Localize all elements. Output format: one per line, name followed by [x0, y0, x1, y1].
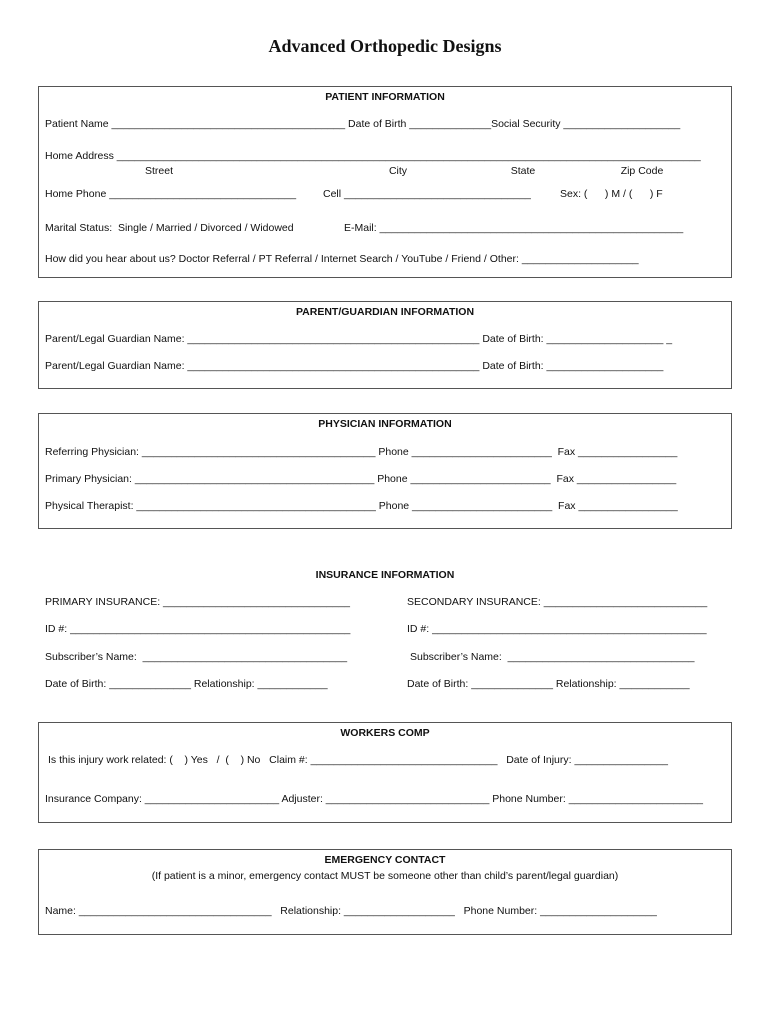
referring-physician-line[interactable]: Referring Physician: ________________________________________ Phone ________________________ Fax _________________ — [45, 446, 678, 458]
emergency-contact-section — [38, 849, 732, 935]
cell-line[interactable]: Cell ________________________________ — [323, 188, 531, 200]
home-address-line[interactable]: Home Address ____________________________________________________________________________________________________ — [45, 150, 701, 162]
home-phone-line[interactable]: Home Phone ________________________________ — [45, 188, 297, 200]
marital-status-line[interactable]: Marital Status: Single / Married / Divorced / Widowed — [45, 222, 294, 234]
street-label: Street — [144, 165, 173, 177]
patient-name-line[interactable]: Patient Name ________________________________________ Date of Birth ______________Social Security ____________________ — [45, 118, 681, 130]
insurance-company-line[interactable]: Insurance Company: _______________________ Adjuster: ____________________________ Phone Number: _______________________ — [45, 793, 703, 805]
secondary-insurance-line[interactable]: SECONDARY INSURANCE: ____________________________ — [407, 596, 708, 608]
sex-line[interactable]: Sex: ( ) M / ( ) F — [560, 188, 663, 200]
secondary-id-line[interactable]: ID #: _______________________________________________ — [407, 623, 707, 635]
zip-code-label: Zip Code — [620, 165, 664, 177]
physician-section-header: PHYSICIAN INFORMATION — [318, 418, 452, 430]
referral-source-line[interactable]: How did you hear about us? Doctor Referral / PT Referral / Internet Search / YouTube / Friend / Other: ____________________ — [45, 253, 639, 265]
emergency-contact-header: EMERGENCY CONTACT — [324, 854, 446, 866]
primary-id-line[interactable]: ID #: ________________________________________________ — [45, 623, 351, 635]
secondary-dob-relationship-line[interactable]: Date of Birth: ______________ Relationship: ____________ — [407, 678, 690, 690]
work-injury-line[interactable]: Is this injury work related: ( ) Yes / ( ) No Claim #: ________________________________ Date of Injury: ________________ — [48, 754, 668, 766]
insurance-information-section — [38, 560, 732, 700]
secondary-subscriber-line[interactable]: Subscriber’s Name: ________________________________ — [410, 651, 695, 663]
city-label: City — [388, 165, 408, 177]
form-title: Advanced Orthopedic Designs — [268, 36, 502, 56]
physician-information-section — [38, 413, 732, 529]
emergency-contact-line[interactable]: Name: _________________________________ Relationship: ___________________ Phone Number: ____________________ — [45, 905, 657, 917]
emergency-contact-note: (If patient is a minor, emergency contact MUST be someone other than child’s parent/legal guardian) — [151, 870, 619, 882]
primary-physician-line[interactable]: Primary Physician: _________________________________________ Phone ________________________ Fax _________________ — [45, 473, 677, 485]
primary-insurance-line[interactable]: PRIMARY INSURANCE: ________________________________ — [45, 596, 350, 608]
guardian-line-1[interactable]: Parent/Legal Guardian Name: __________________________________________________ Date of Birth: ____________________ _ — [45, 333, 673, 345]
guardian-section-header: PARENT/GUARDIAN INFORMATION — [295, 306, 475, 318]
guardian-information-section — [38, 301, 732, 389]
workers-comp-section — [38, 722, 732, 823]
primary-subscriber-line[interactable]: Subscriber’s Name: ___________________________________ — [45, 651, 348, 663]
insurance-section-header: INSURANCE INFORMATION — [315, 569, 455, 581]
primary-dob-relationship-line[interactable]: Date of Birth: ______________ Relationship: ____________ — [45, 678, 328, 690]
workers-comp-header: WORKERS COMP — [340, 727, 430, 739]
physical-therapist-line[interactable]: Physical Therapist: _________________________________________ Phone ________________________ Fax _________________ — [45, 500, 678, 512]
patient-section-header: PATIENT INFORMATION — [325, 91, 445, 103]
guardian-line-2[interactable]: Parent/Legal Guardian Name: __________________________________________________ Date of Birth: ____________________ — [45, 360, 664, 372]
email-line[interactable]: E-Mail: ____________________________________________________ — [344, 222, 684, 234]
state-label: State — [510, 165, 536, 177]
patient-information-section — [38, 86, 732, 278]
